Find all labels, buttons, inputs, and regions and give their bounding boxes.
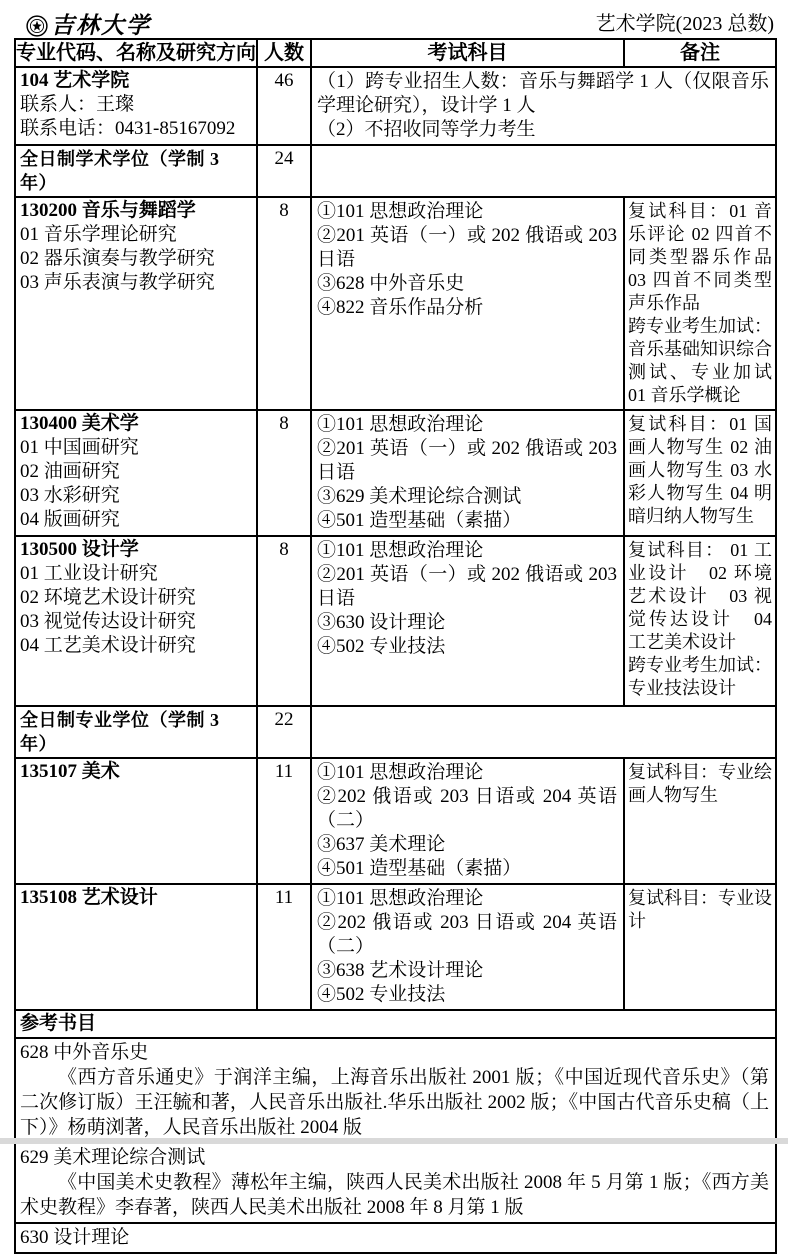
col-header-count: 人数 [257, 39, 311, 67]
section-label: 全日制专业学位（学制 3 年） [15, 706, 257, 758]
col-header-major: 专业代码、名称及研究方向 [15, 39, 257, 67]
table-row-section-professional [15, 706, 776, 758]
major-cell [15, 536, 257, 706]
reference-books: 《中国美术史教程》薄松年主编，陕西人民美术出版社 2008 年 5 月第 1 版；《西方美术史教程》李春著，陕西人民美术出版社 2008 年 8 月第 1 版 [20, 1172, 769, 1218]
exam-subject: ③628 中外音乐史 [317, 273, 465, 294]
exam-subject: ②202 俄语或 203 日语或 204 英语（二） [317, 786, 617, 831]
exam-subject: ②201 英语（一）或 202 俄语或 203 日语 [317, 225, 617, 270]
major-cell [15, 884, 257, 1010]
notes-cell [624, 884, 776, 1010]
table-row-section-academic [15, 145, 776, 197]
exam-subject: ②202 俄语或 203 日语或 204 英语（二） [317, 912, 617, 957]
count-cell: 46 [257, 67, 311, 145]
retest-subjects: 复试科目： 01 工业设计 02 环境艺术设计 03 视觉传达设计 04 工艺美术设计 [628, 540, 772, 652]
reference-code: 629 美术理论综合测试 [20, 1147, 206, 1168]
exam-subject: ①101 思想政治理论 [317, 888, 484, 909]
section-label: 全日制学术学位（学制 3 年） [15, 145, 257, 197]
retest-subjects: 复试科目：专业绘画人物写生 [628, 762, 772, 805]
exam-subject: ①101 思想政治理论 [317, 540, 484, 561]
reference-cell [15, 1143, 776, 1223]
notes-cell [624, 410, 776, 536]
admissions-table [14, 38, 777, 1254]
exam-subject: ④822 音乐作品分析 [317, 297, 484, 318]
university-seal-icon [26, 15, 48, 37]
notes-cell [624, 536, 776, 706]
direction-item: 02 器乐演奏与教学研究 [20, 248, 215, 269]
table-row-references-header [15, 1010, 776, 1038]
reference-cell [15, 1223, 776, 1253]
reference-code: 628 中外音乐史 [20, 1042, 149, 1063]
page-bottom-edge [0, 1138, 788, 1144]
table-row-program-130400 [15, 410, 776, 536]
exam-subjects-cell [311, 758, 624, 884]
program-code: 135107 美术 [20, 761, 120, 782]
retest-subjects: 复试科目：01 音乐评论 02 四首不同类型器乐作品 03 四首不同类型声乐作品 [628, 201, 772, 313]
college-title: 104 艺术学院 [20, 70, 130, 91]
direction-item: 03 水彩研究 [20, 485, 120, 506]
major-cell [15, 197, 257, 410]
exam-subject: ①101 思想政治理论 [317, 201, 484, 222]
notes-cell [624, 197, 776, 410]
reference-code: 630 设计理论 [20, 1227, 130, 1248]
direction-item: 03 声乐表演与教学研究 [20, 272, 215, 293]
program-code: 130500 设计学 [20, 539, 139, 560]
references-title: 参考书目 [15, 1010, 776, 1038]
page-header [0, 0, 788, 38]
count-cell: 24 [257, 145, 311, 197]
table-row-college [15, 67, 776, 145]
major-cell [15, 410, 257, 536]
exam-subjects-cell [311, 197, 624, 410]
extra-test: 跨专业考生加试：专业技法设计 [628, 655, 772, 698]
empty-cell [311, 706, 776, 758]
direction-item: 04 工艺美术设计研究 [20, 635, 196, 656]
exam-subject: ③629 美术理论综合测试 [317, 486, 522, 507]
notes-cell [624, 758, 776, 884]
count-cell: 8 [257, 197, 311, 410]
table-header-row [15, 39, 776, 67]
college-info-cell [15, 67, 257, 145]
count-cell: 22 [257, 706, 311, 758]
table-row-reference-628 [15, 1038, 776, 1143]
program-code: 130400 美术学 [20, 413, 139, 434]
direction-item: 01 音乐学理论研究 [20, 224, 177, 245]
direction-item: 04 版画研究 [20, 509, 120, 530]
retest-subjects: 复试科目：01 国画人物写生 02 油画人物写生 03 水彩人物写生 04 明暗归纳人物写生 [628, 414, 772, 526]
count-cell: 8 [257, 410, 311, 536]
college-note-1: （1）跨专业招生人数：音乐与舞蹈学 1 人（仅限音乐学理论研究），设计学 1 人 [317, 71, 769, 116]
exam-subject: ④502 专业技法 [317, 984, 446, 1005]
extra-test: 跨专业考生加试：音乐基础知识综合测试、专业加试 01 音乐学概论 [628, 316, 772, 405]
count-cell: 8 [257, 536, 311, 706]
college-note-2: （2）不招收同等学力考生 [317, 119, 536, 140]
table-row-program-130200 [15, 197, 776, 410]
direction-item: 01 工业设计研究 [20, 563, 158, 584]
page-title: 艺术学院(2023 总数) [595, 13, 774, 35]
exam-subject: ③637 美术理论 [317, 834, 446, 855]
count-cell: 11 [257, 758, 311, 884]
exam-subject: ①101 思想政治理论 [317, 414, 484, 435]
university-logo [26, 14, 151, 38]
exam-subject: ③638 艺术设计理论 [317, 960, 484, 981]
exam-subject: ②201 英语（一）或 202 俄语或 203 日语 [317, 564, 617, 609]
direction-item: 02 环境艺术设计研究 [20, 587, 196, 608]
program-code: 135108 艺术设计 [20, 887, 158, 908]
reference-cell [15, 1038, 776, 1143]
table-row-program-135107 [15, 758, 776, 884]
exam-subject: ③630 设计理论 [317, 612, 446, 633]
empty-cell [311, 145, 776, 197]
exam-subject: ④502 专业技法 [317, 636, 446, 657]
exam-subject: ②201 英语（一）或 202 俄语或 203 日语 [317, 438, 617, 483]
reference-books: 《西方音乐通史》于润洋主编，上海音乐出版社 2001 版；《中国近现代音乐史》（第二次修订版）王汪毓和著，人民音乐出版社.华乐出版社 2002 版；《中国古代音乐史稿（上下）》杨萌浏著，人民音乐出版社 2004 版 [20, 1067, 769, 1138]
direction-item: 02 油画研究 [20, 461, 120, 482]
exam-subjects-cell [311, 410, 624, 536]
exam-subject: ①101 思想政治理论 [317, 762, 484, 783]
college-notes-cell [311, 67, 776, 145]
exam-subject: ④501 造型基础（素描） [317, 510, 522, 531]
exam-subjects-cell [311, 536, 624, 706]
retest-subjects: 复试科目：专业设计 [628, 888, 772, 931]
university-name: 吉林大学 [51, 13, 151, 38]
table-row-program-130500 [15, 536, 776, 706]
exam-subjects-cell [311, 884, 624, 1010]
contact-person: 联系人：王璨 [20, 94, 135, 115]
major-cell [15, 758, 257, 884]
program-code: 130200 音乐与舞蹈学 [20, 200, 196, 221]
col-header-exam: 考试科目 [311, 39, 624, 67]
exam-subject: ④501 造型基础（素描） [317, 858, 522, 879]
direction-item: 03 视觉传达设计研究 [20, 611, 196, 632]
table-row-program-135108 [15, 884, 776, 1010]
table-row-reference-629 [15, 1143, 776, 1223]
col-header-notes: 备注 [624, 39, 776, 67]
table-row-reference-630 [15, 1223, 776, 1253]
contact-phone: 联系电话：0431-85167092 [20, 118, 236, 139]
count-cell: 11 [257, 884, 311, 1010]
direction-item: 01 中国画研究 [20, 437, 139, 458]
